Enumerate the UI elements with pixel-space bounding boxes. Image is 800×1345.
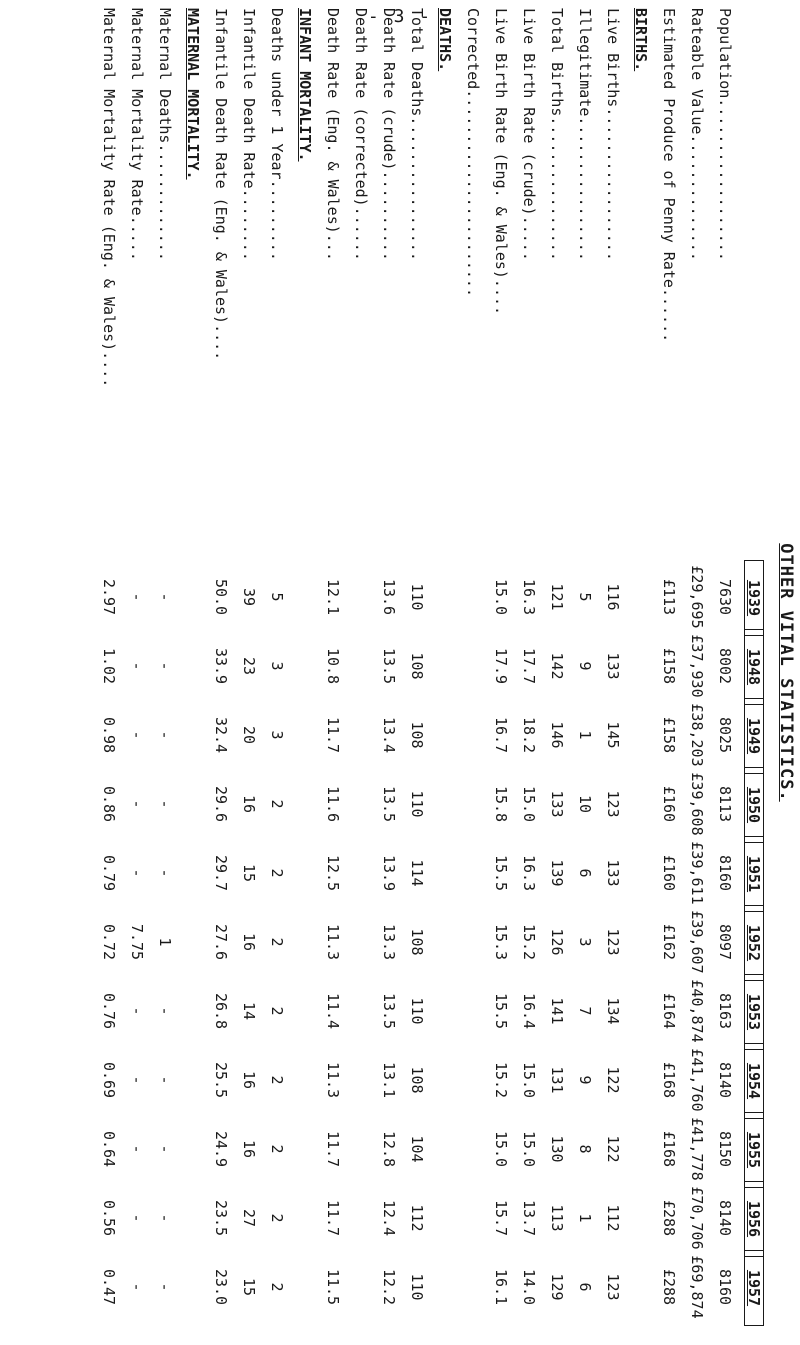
table-cell: 2.97: [100, 578, 118, 616]
table-cell: £69,874: [688, 1255, 706, 1319]
table-cell: 8002: [716, 647, 734, 685]
table-cell: 7: [576, 1006, 594, 1016]
table-cell: 9: [576, 1075, 594, 1085]
table-cell: 0.72: [100, 923, 118, 961]
section-heading-row: [628, 0, 650, 1345]
table-cell: 139: [548, 859, 566, 887]
table-cell: 2: [268, 1213, 286, 1223]
table-cell: £29,695: [688, 565, 706, 629]
section-heading: DEATHS.: [436, 8, 454, 72]
table-cell: 6: [576, 1282, 594, 1292]
row-label: Death Rate (corrected)......: [352, 8, 370, 261]
table-cell: -: [128, 799, 146, 809]
table-cell: 13.7: [520, 1199, 538, 1237]
table-cell: 15.8: [492, 785, 510, 823]
table-cell: 0.47: [100, 1268, 118, 1306]
table-cell: 122: [604, 1135, 622, 1163]
table-cell: 14.0: [520, 1268, 538, 1306]
row-label: Illegitimate................: [576, 8, 594, 261]
table-cell: 11.7: [324, 716, 342, 754]
table-cell: 133: [604, 859, 622, 887]
table-cell: 24.9: [212, 1130, 230, 1168]
table-cell: 16.4: [520, 992, 538, 1030]
table-cell: 16.1: [492, 1268, 510, 1306]
table-cell: 0.69: [100, 1061, 118, 1099]
page-number: - 3 -: [367, 6, 433, 27]
section-heading-row: [180, 0, 202, 1345]
table-cell: 8025: [716, 716, 734, 754]
table-row: [712, 0, 734, 1345]
table-cell: 112: [604, 1204, 622, 1232]
table-cell: 1: [576, 730, 594, 740]
year-header-cell: 1953: [744, 974, 764, 1050]
table-cell: 16.3: [520, 578, 538, 616]
table-cell: 11.5: [324, 1268, 342, 1306]
section-heading: MATERNAL MORTALITY.: [184, 8, 202, 180]
table-cell: 15.0: [492, 1130, 510, 1168]
table-cell: 113: [548, 1204, 566, 1232]
table-cell: £160: [660, 785, 678, 823]
table-cell: 39: [240, 587, 258, 607]
table-cell: 13.3: [380, 923, 398, 961]
table-cell: 2: [268, 1075, 286, 1085]
table-cell: 0.79: [100, 854, 118, 892]
section-heading: INFANT MORTALITY.: [296, 8, 314, 162]
table-cell: -: [128, 1006, 146, 1016]
table-cell: -: [128, 1213, 146, 1223]
table-cell: -: [156, 1075, 174, 1085]
table-cell: 145: [604, 721, 622, 749]
row-label: Corrected.......................: [464, 8, 482, 297]
table-cell: 104: [408, 1135, 426, 1163]
table-cell: 0.86: [100, 785, 118, 823]
year-header-cell: 1957: [744, 1250, 764, 1326]
table-cell: 2: [268, 1006, 286, 1016]
table-row: [152, 0, 174, 1345]
table-cell: 110: [408, 997, 426, 1025]
table-cell: £164: [660, 992, 678, 1030]
table-row: [264, 0, 286, 1345]
table-cell: 10.8: [324, 647, 342, 685]
row-label: Rateable Value..............: [688, 8, 706, 261]
table-cell: -: [156, 1006, 174, 1016]
table-cell: 8140: [716, 1199, 734, 1237]
table-cell: 146: [548, 721, 566, 749]
table-cell: -: [128, 1075, 146, 1085]
row-label: Population..................: [716, 8, 734, 261]
row-label: Live Birth Rate (Eng. & Wales)....: [492, 8, 510, 316]
table-cell: 7.75: [128, 923, 146, 961]
table-cell: 15.0: [520, 785, 538, 823]
table-cell: 6: [576, 868, 594, 878]
year-header-row: [742, 0, 764, 1345]
table-row: [96, 0, 118, 1345]
table-cell: 14: [240, 1001, 258, 1021]
table-cell: 23: [240, 656, 258, 676]
table-cell: 10: [576, 794, 594, 814]
table-cell: -: [156, 730, 174, 740]
table-cell: £70,706: [688, 1186, 706, 1250]
table-cell: 12.5: [324, 854, 342, 892]
table-cell: 12.1: [324, 578, 342, 616]
table-cell: 13.5: [380, 647, 398, 685]
table-cell: £38,203: [688, 703, 706, 767]
table-cell: 17.7: [520, 647, 538, 685]
table-cell: 18.2: [520, 716, 538, 754]
table-cell: 142: [548, 652, 566, 680]
year-header-cell: 1955: [744, 1112, 764, 1188]
table-cell: 2: [268, 1282, 286, 1292]
table-cell: 13.6: [380, 578, 398, 616]
table-row: [488, 0, 510, 1345]
table-cell: 3: [576, 937, 594, 947]
table-cell: 13.1: [380, 1061, 398, 1099]
table-cell: 123: [604, 790, 622, 818]
year-header-cell: 1950: [744, 767, 764, 843]
table-cell: 8113: [716, 785, 734, 823]
table-row: [544, 0, 566, 1345]
table-cell: 16.7: [492, 716, 510, 754]
table-cell: £37,930: [688, 634, 706, 698]
table-cell: 108: [408, 721, 426, 749]
table-cell: -: [156, 592, 174, 602]
table-cell: -: [128, 1282, 146, 1292]
table-cell: 11.7: [324, 1130, 342, 1168]
table-cell: 15.3: [492, 923, 510, 961]
year-header-cell: 1949: [744, 698, 764, 774]
table-cell: -: [156, 1282, 174, 1292]
table-cell: 26.8: [212, 992, 230, 1030]
table-row: [460, 0, 482, 1345]
table-cell: 25.5: [212, 1061, 230, 1099]
table-cell: 15: [240, 863, 258, 883]
table-cell: £39,611: [688, 841, 706, 905]
table-cell: 27.6: [212, 923, 230, 961]
row-label: Estimated Produce of Penny Rate......: [660, 8, 678, 343]
table-cell: £113: [660, 578, 678, 616]
table-cell: 50.0: [212, 578, 230, 616]
table-cell: -: [128, 592, 146, 602]
table-cell: -: [128, 868, 146, 878]
table-cell: 116: [604, 583, 622, 611]
table-cell: 1: [156, 937, 174, 947]
table-heading: OTHER VITAL STATISTICS.: [776, 543, 796, 802]
table-cell: 8160: [716, 1268, 734, 1306]
row-label: Maternal Deaths.............: [156, 8, 174, 261]
row-label: Live Birth Rate (crude).....: [520, 8, 538, 261]
table-cell: 16: [240, 1139, 258, 1159]
table-cell: -: [128, 730, 146, 740]
table-row: [572, 0, 594, 1345]
table-cell: 129: [548, 1273, 566, 1301]
table-row: [684, 0, 706, 1345]
table-cell: 8097: [716, 923, 734, 961]
table-row: [208, 0, 230, 1345]
table-cell: 110: [408, 790, 426, 818]
table-cell: 11.3: [324, 1061, 342, 1099]
table-cell: 1.02: [100, 647, 118, 685]
table-cell: 16.3: [520, 854, 538, 892]
table-cell: 0.56: [100, 1199, 118, 1237]
table-row: [376, 0, 398, 1345]
table-cell: 11.3: [324, 923, 342, 961]
table-cell: 8140: [716, 1061, 734, 1099]
table-cell: -: [156, 1213, 174, 1223]
table-cell: 15.2: [520, 923, 538, 961]
table-cell: 16: [240, 932, 258, 952]
table-cell: 33.9: [212, 647, 230, 685]
table-cell: 7630: [716, 578, 734, 616]
table-cell: 15.5: [492, 992, 510, 1030]
table-cell: £288: [660, 1199, 678, 1237]
table-cell: 122: [604, 1066, 622, 1094]
table-cell: 110: [408, 583, 426, 611]
table-cell: 123: [604, 928, 622, 956]
table-cell: 121: [548, 583, 566, 611]
table-cell: 9: [576, 661, 594, 671]
section-heading-row: [432, 0, 454, 1345]
year-header-cell: 1939: [744, 560, 764, 636]
table-cell: 2: [268, 799, 286, 809]
table-cell: 133: [604, 652, 622, 680]
table-cell: 108: [408, 928, 426, 956]
year-header-cell: 1948: [744, 629, 764, 705]
row-label: Deaths under 1 Year.........: [268, 8, 286, 261]
row-label: Death Rate (Eng. & Wales)...: [324, 8, 342, 261]
table-cell: 3: [268, 730, 286, 740]
row-label: Infantile Death Rate (Eng. & Wales)....: [212, 8, 230, 361]
table-cell: 17.9: [492, 647, 510, 685]
table-cell: 5: [268, 592, 286, 602]
section-heading-row: [292, 0, 314, 1345]
table-cell: £168: [660, 1061, 678, 1099]
table-cell: 16: [240, 1070, 258, 1090]
table-cell: 133: [548, 790, 566, 818]
table-cell: -: [156, 799, 174, 809]
year-header-cell: 1956: [744, 1181, 764, 1257]
table-cell: 110: [408, 1273, 426, 1301]
table-cell: £160: [660, 854, 678, 892]
table-cell: 2: [268, 868, 286, 878]
table-cell: 11.7: [324, 1199, 342, 1237]
table-cell: 11.6: [324, 785, 342, 823]
table-cell: 2: [268, 1144, 286, 1154]
table-cell: 15.0: [520, 1130, 538, 1168]
table-row: [124, 0, 146, 1345]
table-row: [236, 0, 258, 1345]
table-cell: 12.2: [380, 1268, 398, 1306]
table-cell: 8160: [716, 854, 734, 892]
table-cell: 5: [576, 592, 594, 602]
table-cell: 12.8: [380, 1130, 398, 1168]
table-cell: £40,874: [688, 979, 706, 1043]
table-row: [404, 0, 426, 1345]
table-cell: £288: [660, 1268, 678, 1306]
table-cell: 15: [240, 1277, 258, 1297]
table-cell: 15.5: [492, 854, 510, 892]
table-cell: 0.76: [100, 992, 118, 1030]
table-cell: 2: [268, 937, 286, 947]
table-cell: 23.0: [212, 1268, 230, 1306]
table-cell: 16: [240, 794, 258, 814]
table-cell: 123: [604, 1273, 622, 1301]
table-cell: 15.7: [492, 1199, 510, 1237]
year-header-cell: 1954: [744, 1043, 764, 1119]
table-cell: 126: [548, 928, 566, 956]
table-cell: £41,760: [688, 1048, 706, 1112]
table-cell: 8150: [716, 1130, 734, 1168]
table-cell: £158: [660, 716, 678, 754]
table-cell: -: [128, 1144, 146, 1154]
table-cell: £168: [660, 1130, 678, 1168]
table-row: [656, 0, 678, 1345]
table-cell: 0.98: [100, 716, 118, 754]
table-cell: 130: [548, 1135, 566, 1163]
table-cell: 112: [408, 1204, 426, 1232]
table-cell: 108: [408, 652, 426, 680]
row-label: Infantile Death Rate........: [240, 8, 258, 261]
table-cell: 23.5: [212, 1199, 230, 1237]
table-row: [320, 0, 342, 1345]
table-cell: £39,607: [688, 910, 706, 974]
table-cell: 131: [548, 1066, 566, 1094]
row-label: Total Deaths................: [408, 8, 426, 261]
table-cell: 11.4: [324, 992, 342, 1030]
row-label: Total Births................: [548, 8, 566, 261]
table-cell: 13.5: [380, 992, 398, 1030]
table-cell: 8163: [716, 992, 734, 1030]
table-cell: 134: [604, 997, 622, 1025]
row-label: Death Rate (crude)..........: [380, 8, 398, 261]
table-cell: 29.7: [212, 854, 230, 892]
row-label: Maternal Mortality Rate.....: [128, 8, 146, 261]
table-cell: -: [156, 661, 174, 671]
table-cell: £158: [660, 647, 678, 685]
table-row: [516, 0, 538, 1345]
table-cell: £162: [660, 923, 678, 961]
table-cell: 114: [408, 859, 426, 887]
table-cell: 108: [408, 1066, 426, 1094]
table-cell: 15.0: [492, 578, 510, 616]
table-cell: 32.4: [212, 716, 230, 754]
table-cell: 15.2: [492, 1061, 510, 1099]
table-cell: 13.5: [380, 785, 398, 823]
table-cell: £41,778: [688, 1117, 706, 1181]
table-cell: -: [156, 1144, 174, 1154]
table-cell: 12.4: [380, 1199, 398, 1237]
table-cell: £39,608: [688, 772, 706, 836]
section-heading: BIRTHS.: [632, 8, 650, 72]
table-cell: 15.0: [520, 1061, 538, 1099]
table-cell: -: [128, 661, 146, 671]
table-cell: 0.64: [100, 1130, 118, 1168]
year-header-cell: 1951: [744, 836, 764, 912]
table-cell: 13.9: [380, 854, 398, 892]
table-cell: 141: [548, 997, 566, 1025]
row-label: Maternal Mortality Rate (Eng. & Wales)....: [100, 8, 118, 388]
table-cell: 13.4: [380, 716, 398, 754]
table-cell: 29.6: [212, 785, 230, 823]
table-cell: 20: [240, 725, 258, 745]
table-cell: 8: [576, 1144, 594, 1154]
table-row: [348, 0, 370, 1345]
year-header-cell: 1952: [744, 905, 764, 981]
row-label: Live Births.................: [604, 8, 622, 261]
table-row: [600, 0, 622, 1345]
table-cell: -: [156, 868, 174, 878]
table-cell: 3: [268, 661, 286, 671]
table-cell: 1: [576, 1213, 594, 1223]
table-cell: 27: [240, 1208, 258, 1228]
